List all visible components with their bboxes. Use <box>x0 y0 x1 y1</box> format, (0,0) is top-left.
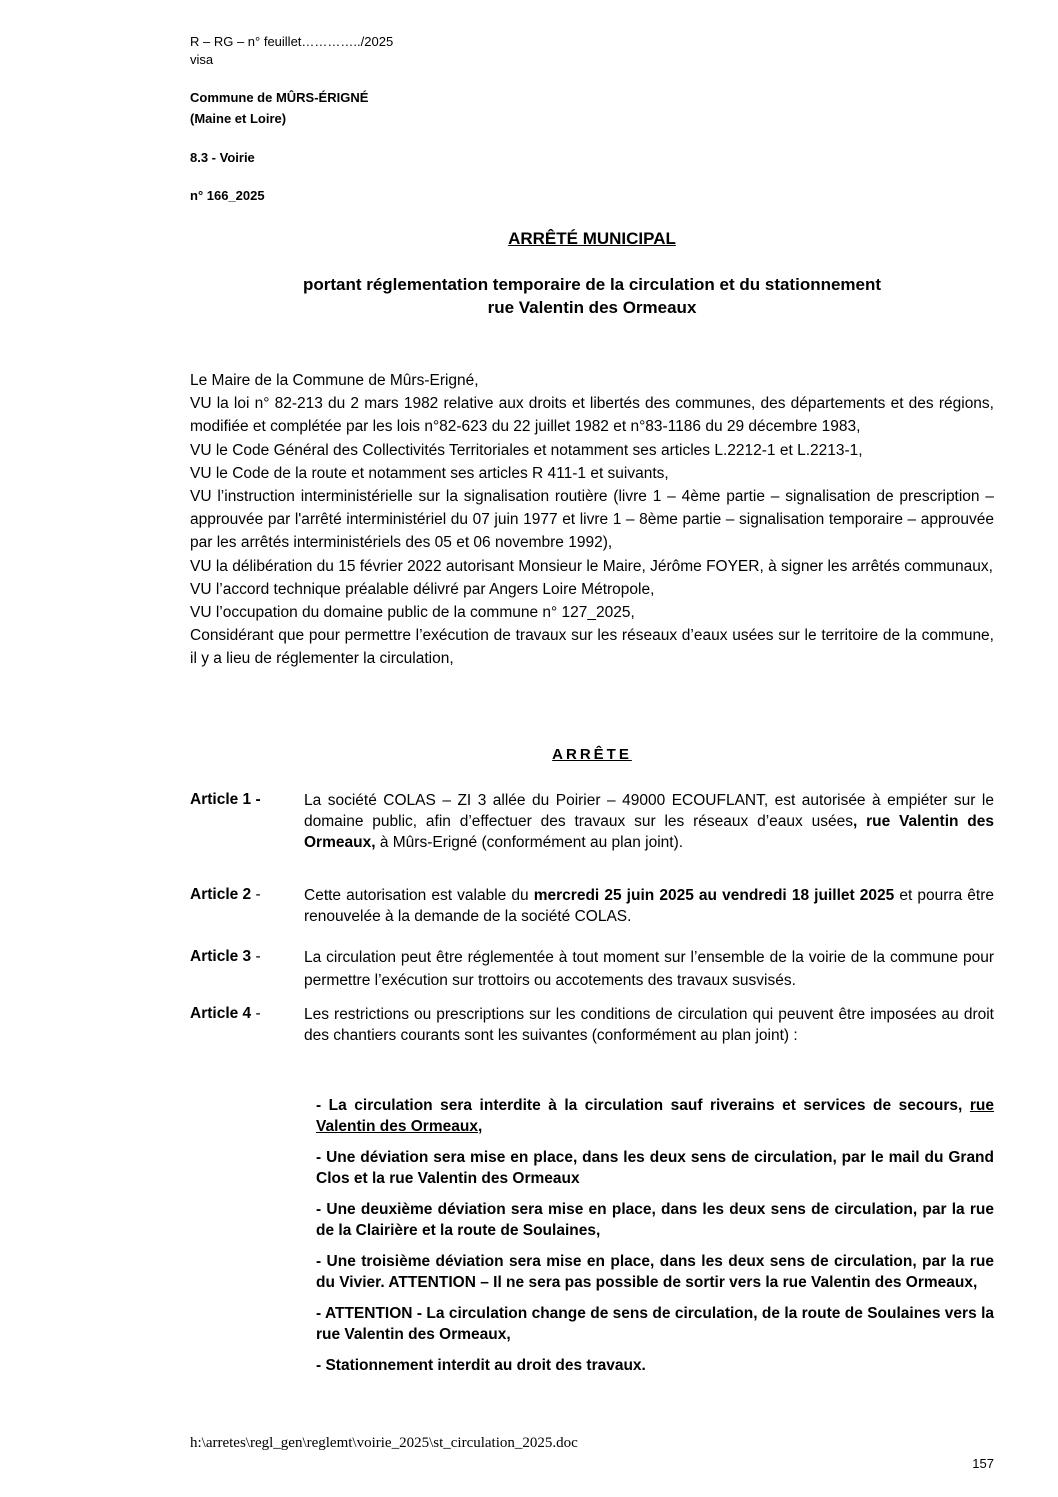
subtitle <box>190 273 994 319</box>
file-path-footer: h:\arretes\regl_gen\reglemt\voirie_2025\st_circulation_2025.doc <box>190 1435 578 1451</box>
restriction-1-end: , <box>477 1118 483 1135</box>
department-name: (Maine et Loire) <box>190 111 287 126</box>
article-4-label-bold: Article 4 <box>190 1005 252 1022</box>
article-1-text-end: à Mûrs-Erigné (conformément au plan joint). <box>375 834 684 851</box>
preamble-line: VU le Code de la route et notamment ses articles R 411-1 et suivants, <box>190 464 669 482</box>
article-1-text-start: La société COLAS – ZI 3 allée du Poirier – 49000 ECOUFLANT, est autorisée à empiéter sur le domaine public, afin d’effectuer des travaux sur les réseaux d’eaux usées <box>304 792 994 830</box>
article-3-label-bold: Article 3 <box>190 948 252 965</box>
preamble-line: Le Maire de la Commune de Mûrs-Erigné, <box>190 372 479 389</box>
restriction-item: - Une deuxième déviation sera mise en place, dans les deux sens de circulation, par la rue de la Clairière et la route de Soulaines, <box>316 1201 994 1239</box>
article-4-label-dash: - <box>251 1005 261 1022</box>
article-4-text: Les restrictions ou prescriptions sur les conditions de circulation qui peuvent être imposées au droit des chantiers courants sont les suivantes (conformément au plan joint) : <box>304 1006 994 1044</box>
preamble-line: VU le Code Général des Collectivités Territoriales et notamment ses articles L.2212-1 et L.2213-1, <box>190 441 863 459</box>
article-2-text <box>304 885 994 927</box>
arrete-heading: ARRÊTE <box>552 746 632 763</box>
article-2-label-dash: - <box>251 886 261 903</box>
article-1-text <box>304 790 994 853</box>
preamble-line: Considérant que pour permettre l’exécution de travaux sur les réseaux d’eaux usées sur le territoire de la commune, il y a lieu de réglementer la circulation, <box>190 627 994 668</box>
article-2-label <box>190 884 261 906</box>
preamble-line: VU la loi n° 82-213 du 2 mars 1982 relative aux droits et libertés des communes, des départements et des régions, modifiée et complétée par les lois n°82-623 du 22 juillet 1982 et n°83-1186 du 29 décembre 1983, <box>190 395 994 436</box>
preamble <box>190 369 994 671</box>
article-2-text-end: et pourra être renouvelée à la demande de la société COLAS. <box>304 887 995 925</box>
decree-number: n° 166_2025 <box>190 188 265 203</box>
article-3-label <box>190 946 261 968</box>
article-3-label-dash: - <box>251 948 261 965</box>
article-2-label-bold: Article 2 <box>190 886 252 903</box>
article-3-text: La circulation peut être réglementée à tout moment sur l’ensemble de la voirie de la commune pour permettre l’exécution sur trottoirs ou accotements des travaux susvisés. <box>304 949 994 989</box>
restriction-item: - ATTENTION - La circulation change de sens de circulation, de la route de Soulaines vers la rue Valentin des Ormeaux, <box>316 1305 994 1343</box>
restriction-item: - Une déviation sera mise en place, dans les deux sens de circulation, par le mail du Grand Clos et la rue Valentin des Ormeaux <box>316 1149 994 1187</box>
page-number: 157 <box>972 1456 994 1471</box>
subtitle-line-2: rue Valentin des Ormeaux <box>487 298 697 317</box>
commune-name: Commune de MÛRS-ÉRIGNÉ <box>190 90 369 105</box>
restriction-1-text: - La circulation sera interdite à la circulation sauf riverains et services de secours, <box>316 1097 970 1114</box>
article-1-label: Article 1 - <box>190 791 261 808</box>
subtitle-line-1: portant réglementation temporaire de la circulation et du stationnement <box>302 275 882 294</box>
preamble-line: VU l’instruction interministérielle sur la signalisation routière (livre 1 – 4ème partie – signalisation de prescription – approuvée par l'arrêté interministériel du 07 juin 1977 et livre 1 – 8ème partie – signalisation temporaire – approuvée par les arrêtés interministériels des 05 et 06 novembre 1992), <box>190 488 994 552</box>
restriction-1-street: rue Valentin des Ormeaux <box>316 1097 994 1135</box>
category-label: 8.3 - Voirie <box>190 150 255 165</box>
restriction-item: - Stationnement interdit au droit des travaux. <box>316 1357 646 1374</box>
article-2-text-start: Cette autorisation est valable du <box>304 887 534 904</box>
preamble-line: VU l’accord technique préalable délivré par Angers Loire Métropole, <box>190 580 655 598</box>
article-4-label <box>190 1003 261 1025</box>
restriction-item: - Une troisième déviation sera mise en place, dans les deux sens de circulation, par la rue du Vivier. ATTENTION – Il ne sera pas possible de sortir vers la rue Valentin des Ormeaux, <box>316 1253 994 1291</box>
restriction-item <box>316 1095 994 1137</box>
page-title: ARRÊTÉ MUNICIPAL <box>508 229 676 248</box>
preamble-line: VU la délibération du 15 février 2022 autorisant Monsieur le Maire, Jérôme FOYER, à signer les arrêtés communaux, <box>190 557 993 575</box>
article-2-dates: mercredi 25 juin 2025 au vendredi 18 juillet 2025 <box>533 887 895 904</box>
reference-line: R – RG – n° feuillet…………../2025 <box>190 34 394 49</box>
visa-label: visa <box>190 52 214 67</box>
preamble-line: VU l’occupation du domaine public de la commune n° 127_2025, <box>190 604 635 622</box>
article-1-street: , rue Valentin des Ormeaux, <box>304 813 994 851</box>
restrictions-list <box>316 1095 994 1386</box>
